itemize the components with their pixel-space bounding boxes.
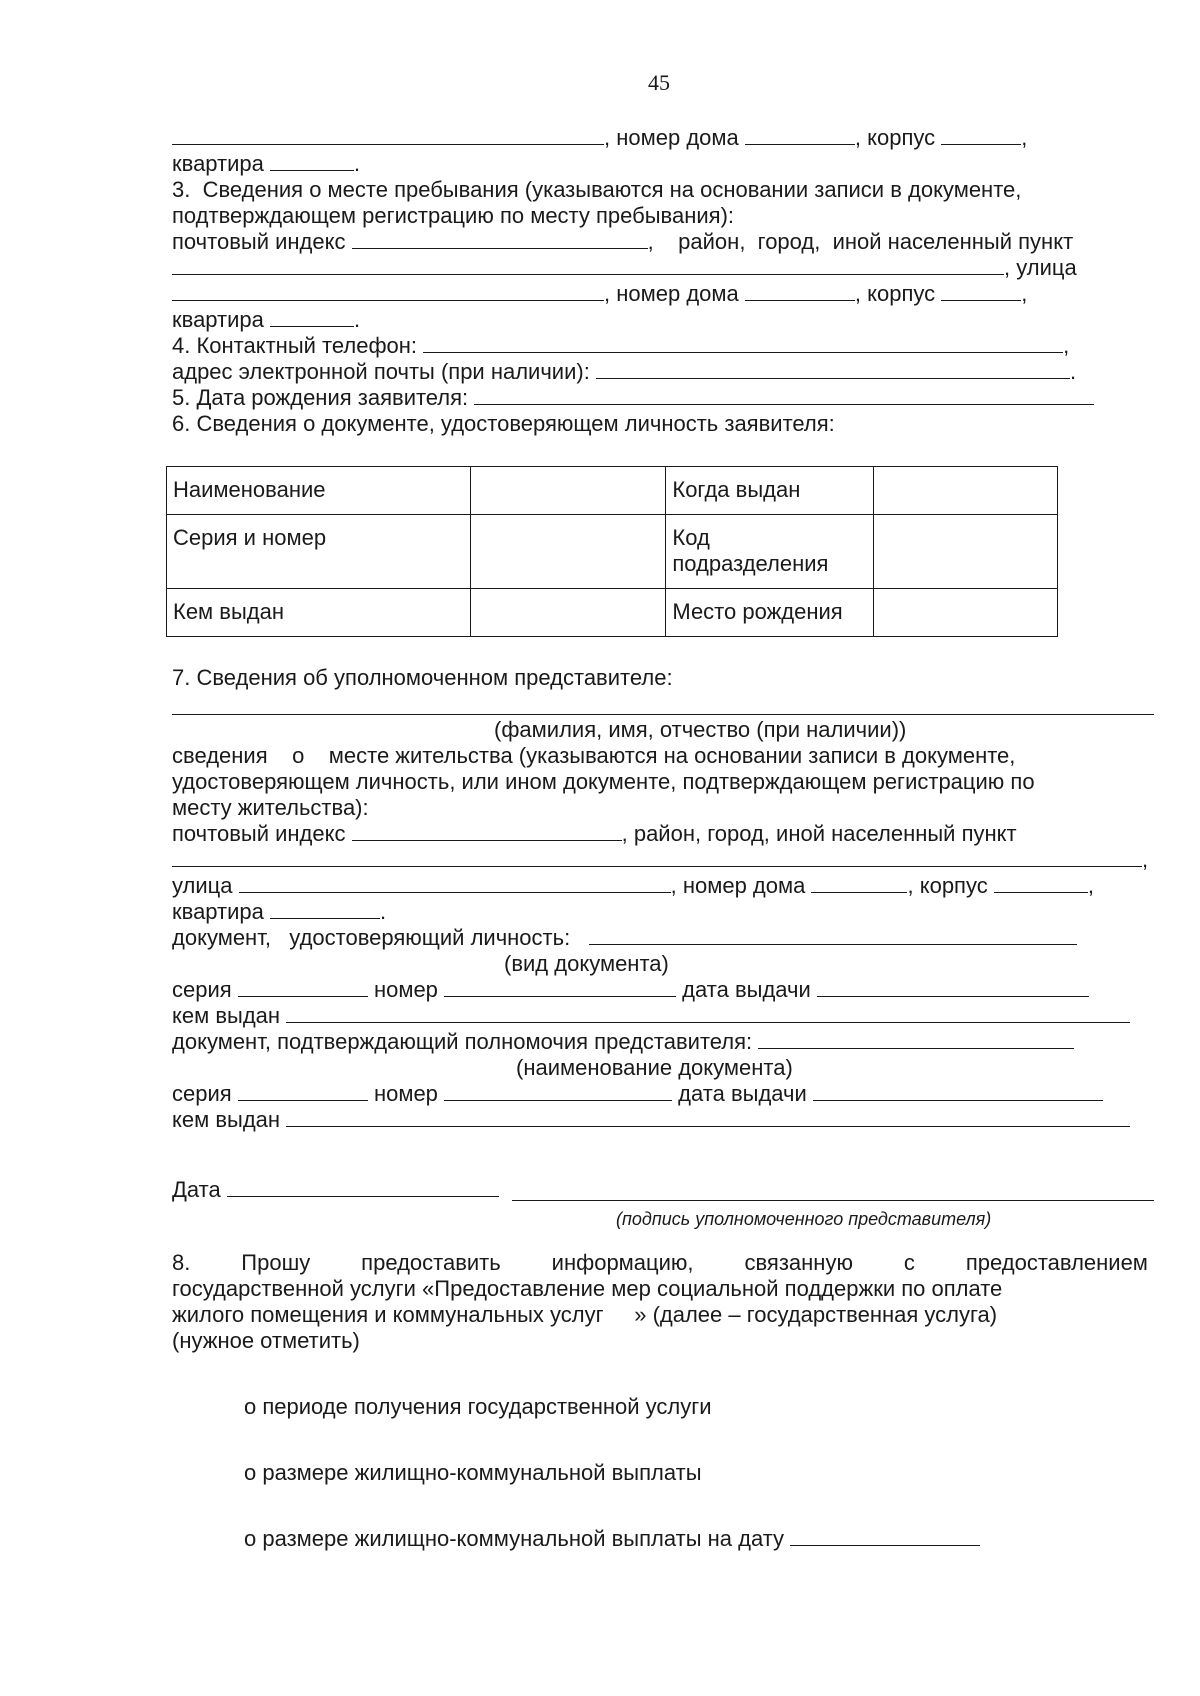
issue-date-label: дата выдачи (678, 1081, 807, 1106)
section6-title: 6. Сведения о документе, удостоверяющем личность заявителя: (172, 411, 835, 436)
section3-apartment-line: квартира . (172, 307, 361, 332)
street-blank[interactable] (239, 874, 671, 893)
street-label: , улица (1004, 255, 1077, 280)
apartment-blank[interactable] (270, 152, 354, 171)
issued-by-label: кем выдан (172, 1003, 281, 1028)
section8-num: 8. (172, 1250, 191, 1275)
table-input-cell[interactable] (874, 467, 1058, 515)
section8-line4: (нужное отметить) (172, 1328, 360, 1353)
house-blank[interactable] (811, 874, 907, 893)
section3-title: 3. Сведения о месте пребывания (указываются на основании записи в документе, (172, 177, 1022, 202)
table-cell: Серия и номер (167, 515, 471, 589)
id-doc-line (172, 925, 1077, 951)
id-doc-blank[interactable] (589, 926, 1077, 945)
residence-line2: удостоверяющем личность, или ином документе, подтверждающем регистрацию по (172, 769, 1035, 794)
section3-postal-line (172, 229, 1073, 255)
issue-date-label: дата выдачи (682, 977, 811, 1002)
house-label: , номер дома (604, 281, 739, 306)
birthdate-label: 5. Дата рождения заявителя: (172, 385, 469, 410)
number-blank[interactable] (444, 1082, 672, 1101)
identity-document-table (166, 466, 1058, 637)
email-blank[interactable] (596, 360, 1070, 379)
signature-caption: (подпись уполномоченного представителя) (616, 1209, 992, 1229)
phone-label: 4. Контактный телефон: (172, 333, 418, 358)
table-input-cell[interactable] (470, 467, 666, 515)
postal-blank[interactable] (352, 230, 648, 249)
district-label: , район, город, иной населенный пункт (621, 821, 1017, 846)
date-blank[interactable] (790, 1527, 980, 1546)
house-blank[interactable] (745, 282, 855, 301)
series-blank[interactable] (238, 1082, 368, 1101)
word: с (903, 1250, 915, 1275)
korpus-label: , корпус (907, 873, 988, 898)
series-label: серия (172, 977, 232, 1002)
issued-by-label: кем выдан (172, 1107, 281, 1132)
section7-title: 7. Сведения об уполномоченном представителе: (172, 665, 673, 690)
option-label: о периоде получения государственной услуги (244, 1394, 712, 1419)
rep-apartment-line: квартира . (172, 899, 387, 924)
section3-locality-line (172, 255, 1077, 281)
table-row (167, 589, 1058, 637)
birthdate-blank[interactable] (474, 386, 1094, 405)
phone-blank[interactable] (423, 334, 1063, 353)
page-number: 45 (648, 70, 670, 95)
residence-line1: сведения о месте жительства (указываются на основании записи в документе, (172, 743, 1016, 768)
table-input-cell[interactable] (470, 515, 666, 589)
option-period[interactable] (244, 1394, 712, 1420)
table-input-cell[interactable] (874, 515, 1058, 589)
number-label: номер (373, 977, 438, 1002)
option-label: о размере жилищно-коммунальной выплаты (244, 1460, 702, 1485)
korpus-blank[interactable] (994, 874, 1088, 893)
apartment-label: квартира (172, 899, 264, 924)
apartment-label: квартира (172, 151, 264, 176)
date-line (172, 1177, 499, 1203)
series-label: серия (172, 1081, 232, 1106)
option-payment-size-date[interactable] (244, 1526, 980, 1552)
table-row (167, 467, 1058, 515)
id-doc-label: документ, удостоверяющий личность: (172, 925, 571, 950)
birthdate-line (172, 385, 1094, 411)
issued-by-blank[interactable] (286, 1004, 1130, 1023)
street-blank[interactable] (172, 126, 604, 145)
date-label: Дата (172, 1177, 221, 1202)
apartment-blank[interactable] (270, 308, 354, 327)
issue-date-blank[interactable] (817, 978, 1089, 997)
signature-blank[interactable] (512, 1200, 1154, 1201)
power-doc-blank[interactable] (758, 1030, 1074, 1049)
apartment-label: квартира (172, 307, 264, 332)
postal-label: почтовый индекс (172, 821, 346, 846)
rep-street-line: улица , номер дома , корпус , (172, 873, 1094, 898)
address-line-1: , номер дома , корпус , (172, 125, 1027, 151)
word: предоставить (361, 1250, 501, 1275)
table-input-cell[interactable] (874, 589, 1058, 637)
rep-locality-line: , (172, 847, 1148, 873)
number-label: номер (373, 1081, 438, 1106)
option-payment-size[interactable] (244, 1460, 702, 1486)
id-series-line (172, 977, 1089, 1003)
fio-caption: (фамилия, имя, отчество (при наличии)) (494, 717, 907, 742)
power-doc-label: документ, подтверждающий полномочия представителя: (172, 1029, 753, 1054)
number-blank[interactable] (444, 978, 676, 997)
locality-blank[interactable] (172, 256, 1004, 275)
section8-line3: жилого помещения и коммунальных услуг » (далее – государственная услуга) (172, 1302, 998, 1327)
apartment-line-1: квартира . (172, 151, 361, 176)
korpus-blank[interactable] (941, 282, 1021, 301)
district-label: , район, город, иной населенный пункт (647, 229, 1074, 254)
section3-street-line: , номер дома , корпус , (172, 281, 1027, 307)
house-label: , номер дома (604, 125, 739, 150)
date-blank[interactable] (227, 1178, 499, 1197)
street-label: улица (172, 873, 233, 898)
issued-by-blank[interactable] (286, 1108, 1130, 1127)
table-cell: Код подразделения (666, 515, 874, 589)
section8-line2: государственной услуги «Предоставление мер социальной поддержки по оплате (172, 1276, 1003, 1301)
apartment-blank[interactable] (270, 900, 380, 919)
locality-blank[interactable] (172, 848, 1142, 867)
table-cell: Кем выдан (167, 589, 471, 637)
table-input-cell[interactable] (470, 589, 666, 637)
street-blank[interactable] (172, 282, 604, 301)
section8-line1 (172, 1250, 1148, 1276)
section3-title-cont: подтверждающем регистрацию по месту пребывания): (172, 203, 735, 228)
table-cell: Когда выдан (666, 467, 874, 515)
power-doc-line (172, 1029, 1074, 1055)
house-label: , номер дома (670, 873, 806, 898)
korpus-blank[interactable] (941, 126, 1021, 145)
phone-line: 4. Контактный телефон: , (172, 333, 1070, 358)
option-label: о размере жилищно-коммунальной выплаты на дату (244, 1526, 785, 1551)
power-issued-by-line (172, 1107, 1130, 1133)
residence-line3: месту жительства): (172, 795, 369, 820)
word: предоставлением (965, 1250, 1148, 1275)
email-label: адрес электронной почты (при наличии): (172, 359, 590, 384)
korpus-label: , корпус (854, 125, 936, 150)
word: связанную (744, 1250, 853, 1275)
postal-label: почтовый индекс (172, 229, 346, 254)
issue-date-blank[interactable] (813, 1082, 1103, 1101)
korpus-label: , корпус (854, 281, 936, 306)
table-cell: Наименование (167, 467, 471, 515)
table-cell: Место рождения (666, 589, 874, 637)
rep-postal-line (172, 821, 1017, 847)
table-row (167, 515, 1058, 589)
id-doc-caption: (вид документа) (504, 951, 669, 976)
series-blank[interactable] (238, 978, 368, 997)
id-issued-by-line (172, 1003, 1130, 1029)
email-line: адрес электронной почты (при наличии): . (172, 359, 1077, 384)
power-series-line (172, 1081, 1103, 1107)
word: информацию, (551, 1250, 694, 1275)
postal-blank[interactable] (352, 822, 622, 841)
power-doc-caption: (наименование документа) (516, 1055, 793, 1080)
house-blank[interactable] (745, 126, 855, 145)
word: Прошу (241, 1250, 311, 1275)
representative-name-blank[interactable] (172, 714, 1154, 715)
